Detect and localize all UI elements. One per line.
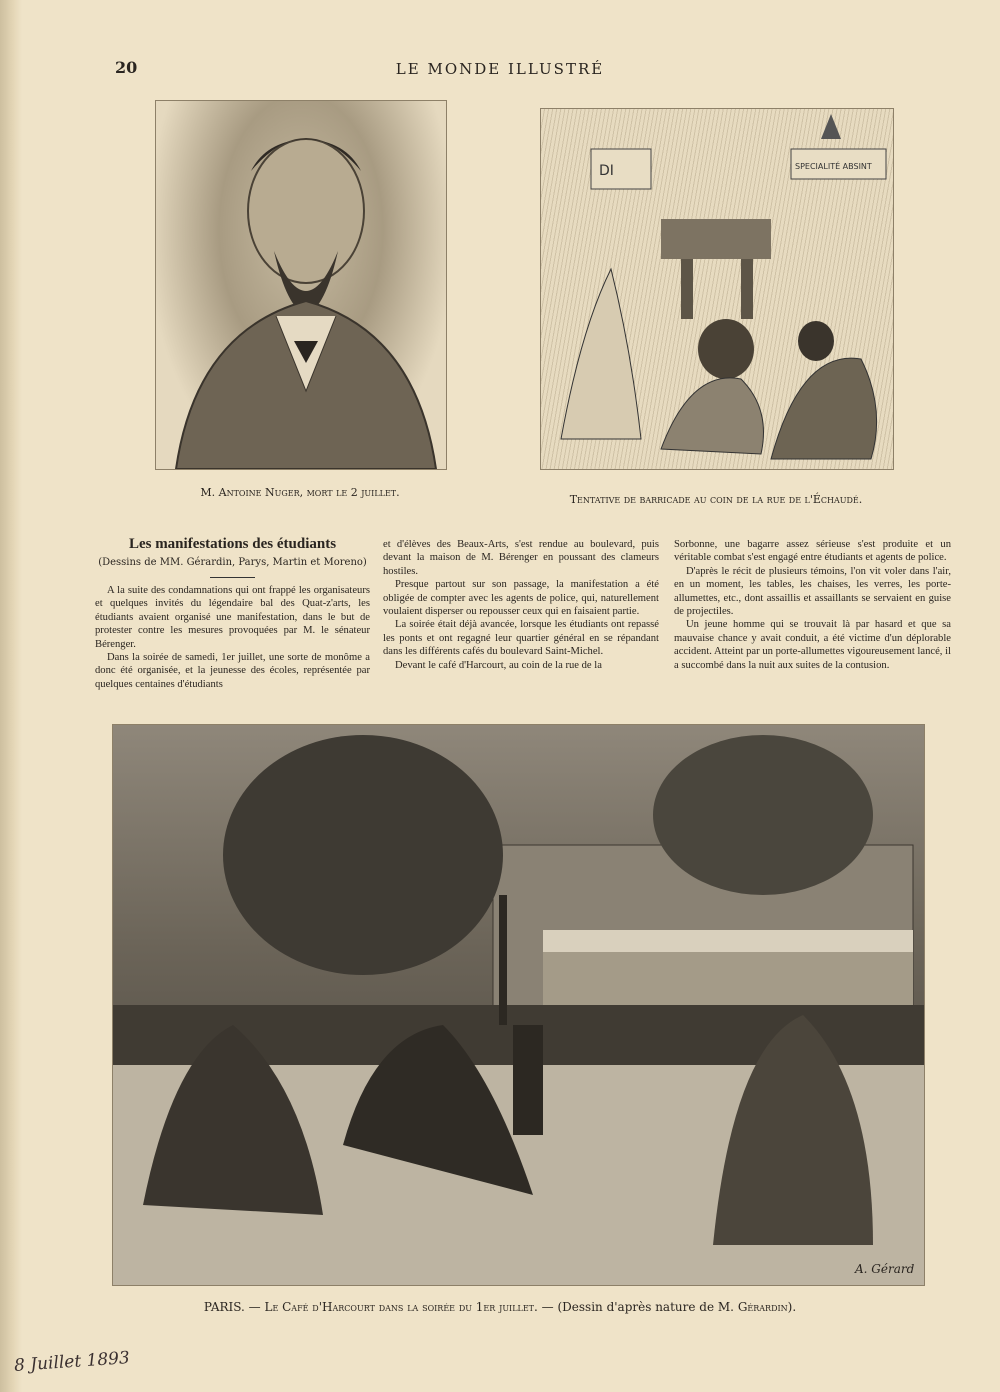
paragraph: Dans la soirée de samedi, 1er juillet, une sorte de monôme a donc été organisée, et la jeunesse des écoles, représentée par quelques centaines d'étudiants (95, 652, 370, 690)
paragraph: Sorbonne, une bagarre assez sérieuse s'est produite et un véritable combat s'est engagé entre étudiants et agents de police. (674, 539, 951, 564)
paragraph: D'après le récit de plusieurs témoins, l'on vit voler dans l'air, en un moment, les tables, les chaises, les verres, les porte-allumettes, etc., dont assaillis et assaillants se servaient en guise de projectiles. (674, 565, 951, 618)
artist-signature: A. Gérard (855, 1262, 915, 1276)
paragraph: Presque partout sur son passage, la manifestation a été obligée de compter avec les agents de police, qui, naturellement voulaient disperser ou repousser ceux qui en faisaient partie. (383, 579, 659, 618)
street-scene-illustration (113, 725, 924, 1285)
barricade-engraving (540, 108, 894, 470)
running-head (0, 58, 1000, 80)
cafe-sign-right: SPECIALITÉ ABSINT (795, 162, 872, 171)
page-number: 20 (115, 58, 138, 77)
article-column-1 (95, 584, 370, 691)
paragraph: Un jeune homme qui se trouvait là par hasard et que sa mauvaise chance y avait conduit, a été victime d'un déplorable accident. Atteint par un porte-allumettes vigoureusement lancé, il a succombé dans la nuit aux suites de la contusion. (674, 619, 951, 671)
portrait-engraving (155, 100, 447, 470)
article-column-2 (383, 538, 659, 672)
paragraph: et d'élèves des Beaux-Arts, s'est rendue au boulevard, puis devant la maison de M. Bérenger en poussant des clameurs hostiles. (383, 539, 659, 577)
cafe-harcourt-engraving (112, 724, 925, 1286)
paragraph: Devant le café d'Harcourt, au coin de la rue de la (395, 659, 602, 671)
article-column-3 (674, 538, 951, 672)
barricade-illustration (541, 109, 893, 469)
handwritten-date-note: 8 Juillet 1893 (13, 1347, 131, 1377)
paragraph: La soirée était déjà avancée, lorsque les étudiants ont repassé les ponts et ont regagné leur quartier général en se répandant dans les différents cafés du boulevard Saint-Michel. (383, 619, 659, 658)
portrait-illustration (156, 101, 446, 469)
cafe-sign-left: DI (599, 163, 614, 179)
barricade-caption: Tentative de barricade au coin de la rue de l'Échaudé. (569, 493, 863, 506)
portrait-caption: M. Antoine Nuger, mort le 2 juillet. (200, 486, 400, 499)
paragraph: A la suite des condamnations qui ont frappé les organisateurs et quelques invités du légendaire bal des Quat-z'arts, les étudiants avaient organisé une manifestation, dans le but de protester contre les mesures provoquées par M. le sénateur Bérenger. (95, 585, 370, 650)
article-title: Les manifestations des étudiants (128, 536, 337, 552)
masthead: LE MONDE ILLUSTRÉ (395, 60, 605, 78)
page-binding-edge (0, 0, 22, 1392)
scene-caption: PARIS. — Le Café d'Harcourt dans la soirée du 1er juillet. — (Dessin d'après nature de M. Gérardin). (203, 1300, 797, 1314)
article-credit: (Dessins de MM. Gérardin, Parys, Martin et Moreno) (98, 557, 367, 568)
title-rule (210, 577, 255, 578)
